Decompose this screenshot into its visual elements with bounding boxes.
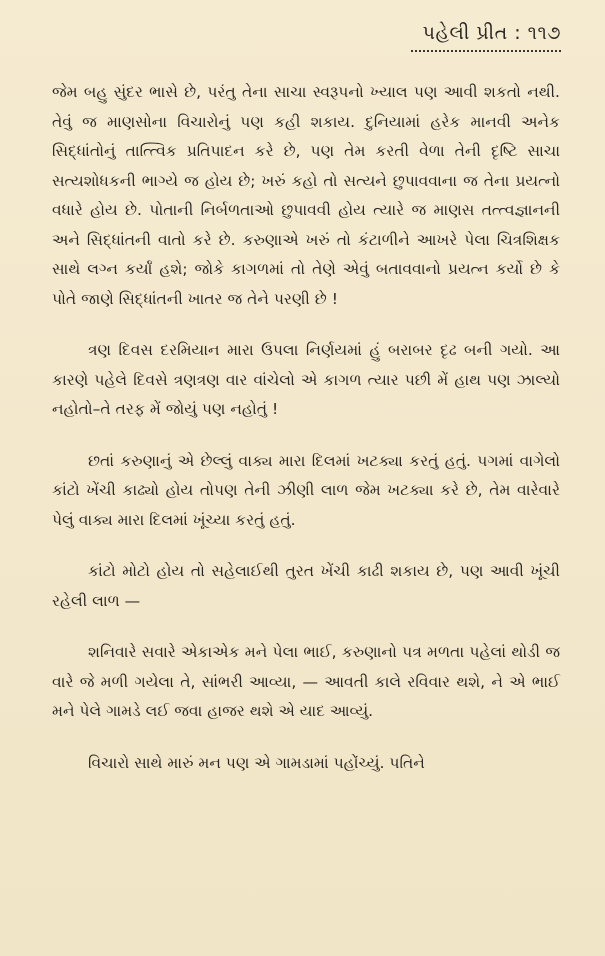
paragraph-5: શનિવારે સવારે એકાએક મને પેલા ભાઈ, કરુણાનો પત્ર મળતા પહેલાં થોડી જ વારે જે મળી ગયેલા તે, સાંભરી આવ્યા, — આવતી કાલે રવિવાર થશે, ને એ ભાઈ મને પેલે ગામડે લઈ જવા હાજર થશે એ યાદ આવ્યું. bbox=[52, 643, 560, 720]
running-header bbox=[411, 22, 561, 52]
paragraph-4: કાંટો મોટો હોય તો સહેલાઈથી તુરત ખેંચી કાઢી શકાય છે, પણ આવી ખૂંચી રહેલી લાળ — bbox=[52, 562, 560, 610]
paragraph-2: ત્રણ દિવસ દરમિયાન મારા ઉપલા નિર્ણયમાં હું બરાબર દૃઢ બની ગયો. આ કારણે પહેલે દિવસે ત્રણત્રણ વાર વાંચેલો એ કાગળ ત્યાર પછી મેં હાથ પણ ઝાલ્યો નહોતો–તે તરફ મેં જોયું પણ નહોતું ! bbox=[52, 341, 560, 418]
header-dotted-rule bbox=[411, 50, 561, 52]
running-title: પહેલી પ્રીત : ૧૧૭ bbox=[422, 22, 561, 44]
body-text bbox=[52, 78, 560, 778]
paragraph-6: વિચારો સાથે મારું મન પણ એ ગામડામાં પહોંચ્યું. પતિને bbox=[88, 753, 425, 772]
paragraph-1: જેમ બહુ સુંદર ભાસે છે, પરંતુ તેના સાચા સ્વરૂપનો ખ્યાલ પણ આવી શકતો નથી. તેવું જ માણસોના વિચારોનું પણ કહી શકાય. દુનિયામાં હરેક માનવી અનેક સિદ્ધાંતોનું તાત્ત્વિક પ્રતિપાદન કરે છે, પણ તેમ કરતી વેળા તેની દૃષ્ટિ સાચા સત્યશોધકની ભાગ્યે જ હોય છે; ખરું કહો તો સત્યને છુપાવવાના જ તેના પ્રયત્નો વધારે હોય છે. પોતાની નિર્બળતાઓ છુપાવવી હોય ત્યારે જ માણસ તત્ત્વજ્ઞાનની અને સિદ્ધાંતની વાતો કરે છે. કરુણાએ ખરું તો કંટાળીને આખરે પેલા ચિત્રશિક્ષક સાથે લગ્ન કર્યાં હશે; જોકે કાગળમાં તો તેણે એવું બતાવવાનો પ્રયત્ન કર્યો છે કે પોતે જાણે સિદ્ધાંતની ખાતર જ તેને પરણી છે ! bbox=[52, 83, 560, 308]
paragraph-3: છતાં કરુણાનું એ છેલ્લું વાક્ય મારા દિલમાં ખટક્યા કરતું હતું. પગમાં વાગેલો કાંટો ખેંચી કાઢ્યો હોય તોપણ તેની ઝીણી લાળ જેમ ખટક્યા કરે છે, તેમ વારેવારે પેલું વાક્ય મારા દિલમાં ખૂંચ્યા કરતું હતું. bbox=[52, 451, 560, 529]
